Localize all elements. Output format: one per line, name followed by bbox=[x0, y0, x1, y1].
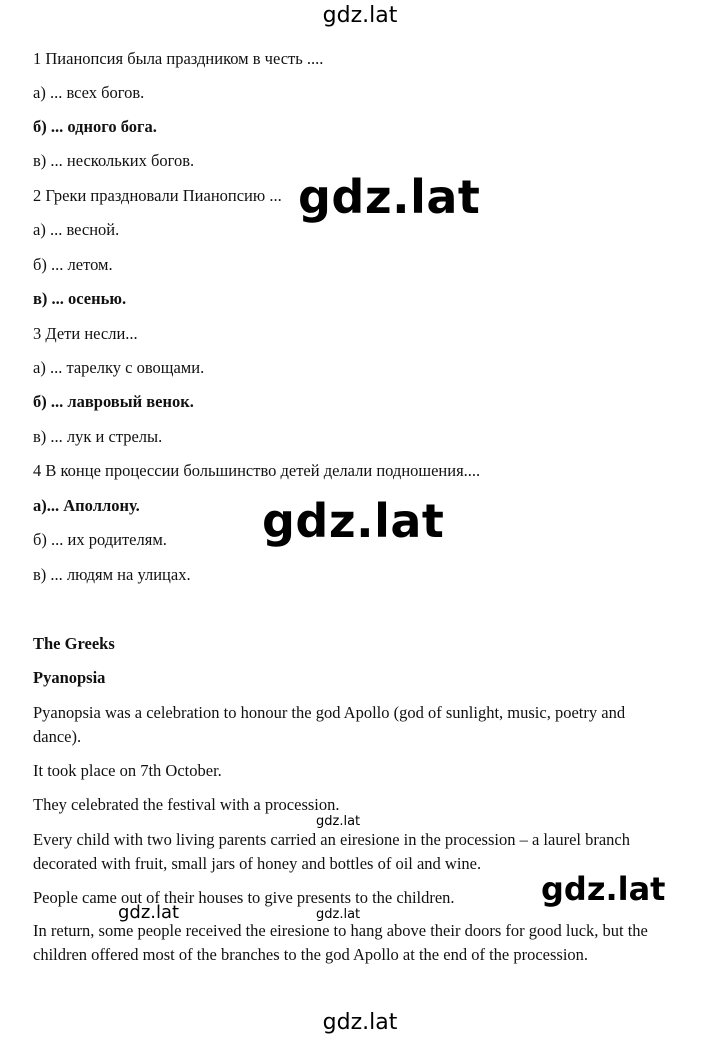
question-4: 4 В конце процессии большинство детей делали подношения.... bbox=[33, 461, 481, 480]
watermark-big-2: gdz.lat bbox=[262, 494, 445, 548]
watermark-small-3: gdz.lat bbox=[316, 907, 361, 922]
option-2b: б) ... летом. bbox=[33, 255, 113, 274]
paragraph-2: It took place on 7th October. bbox=[33, 761, 222, 780]
question-2: 2 Греки праздновали Пианопсию ... bbox=[33, 186, 282, 205]
option-1a: а) ... всех богов. bbox=[33, 83, 145, 102]
option-3b: б) ... лавровый венок. bbox=[33, 392, 194, 411]
watermark-bottom: gdz.lat bbox=[322, 1010, 398, 1035]
paragraph-4: Every child with two living parents carried an eiresione in the procession – a laurel branch decorated with fruit, small jars of honey and bottles of oil and wine. bbox=[33, 830, 631, 873]
option-4c: в) ... людям на улицах. bbox=[33, 565, 191, 584]
watermark-small-2: gdz.lat bbox=[118, 902, 180, 923]
option-3c: в) ... лук и стрелы. bbox=[33, 427, 163, 446]
option-4a: а)... Аполлону. bbox=[33, 496, 140, 515]
option-2a: а) ... весной. bbox=[33, 220, 120, 239]
option-2c: в) ... осенью. bbox=[33, 289, 127, 308]
paragraph-1: Pyanopsia was a celebration to honour the god Apollo (god of sunlight, music, poetry and dance). bbox=[33, 703, 626, 746]
section-heading: The Greeks bbox=[33, 634, 115, 653]
question-3: 3 Дети несли... bbox=[33, 324, 138, 343]
option-3a: а) ... тарелку с овощами. bbox=[33, 358, 205, 377]
watermark-big-1: gdz.lat bbox=[298, 170, 481, 224]
option-1c: в) ... нескольких богов. bbox=[33, 151, 195, 170]
paragraph-5: People came out of their houses to give presents to the children. bbox=[33, 888, 455, 907]
watermark-small-1: gdz.lat bbox=[316, 814, 361, 829]
watermark-mid: gdz.lat bbox=[541, 870, 666, 908]
paragraph-3: They celebrated the festival with a procession. bbox=[33, 795, 340, 814]
option-1b: б) ... одного бога. bbox=[33, 117, 157, 136]
option-4b: б) ... их родителям. bbox=[33, 530, 167, 549]
paragraph-6: In return, some people received the eiresione to hang above their doors for good luck, but the children offered most of the branches to the god Apollo at the end of the procession. bbox=[33, 921, 648, 964]
watermark-top: gdz.lat bbox=[322, 3, 398, 28]
question-1: 1 Пианопсия была праздником в честь .... bbox=[33, 49, 324, 68]
section-subheading: Pyanopsia bbox=[33, 668, 106, 687]
